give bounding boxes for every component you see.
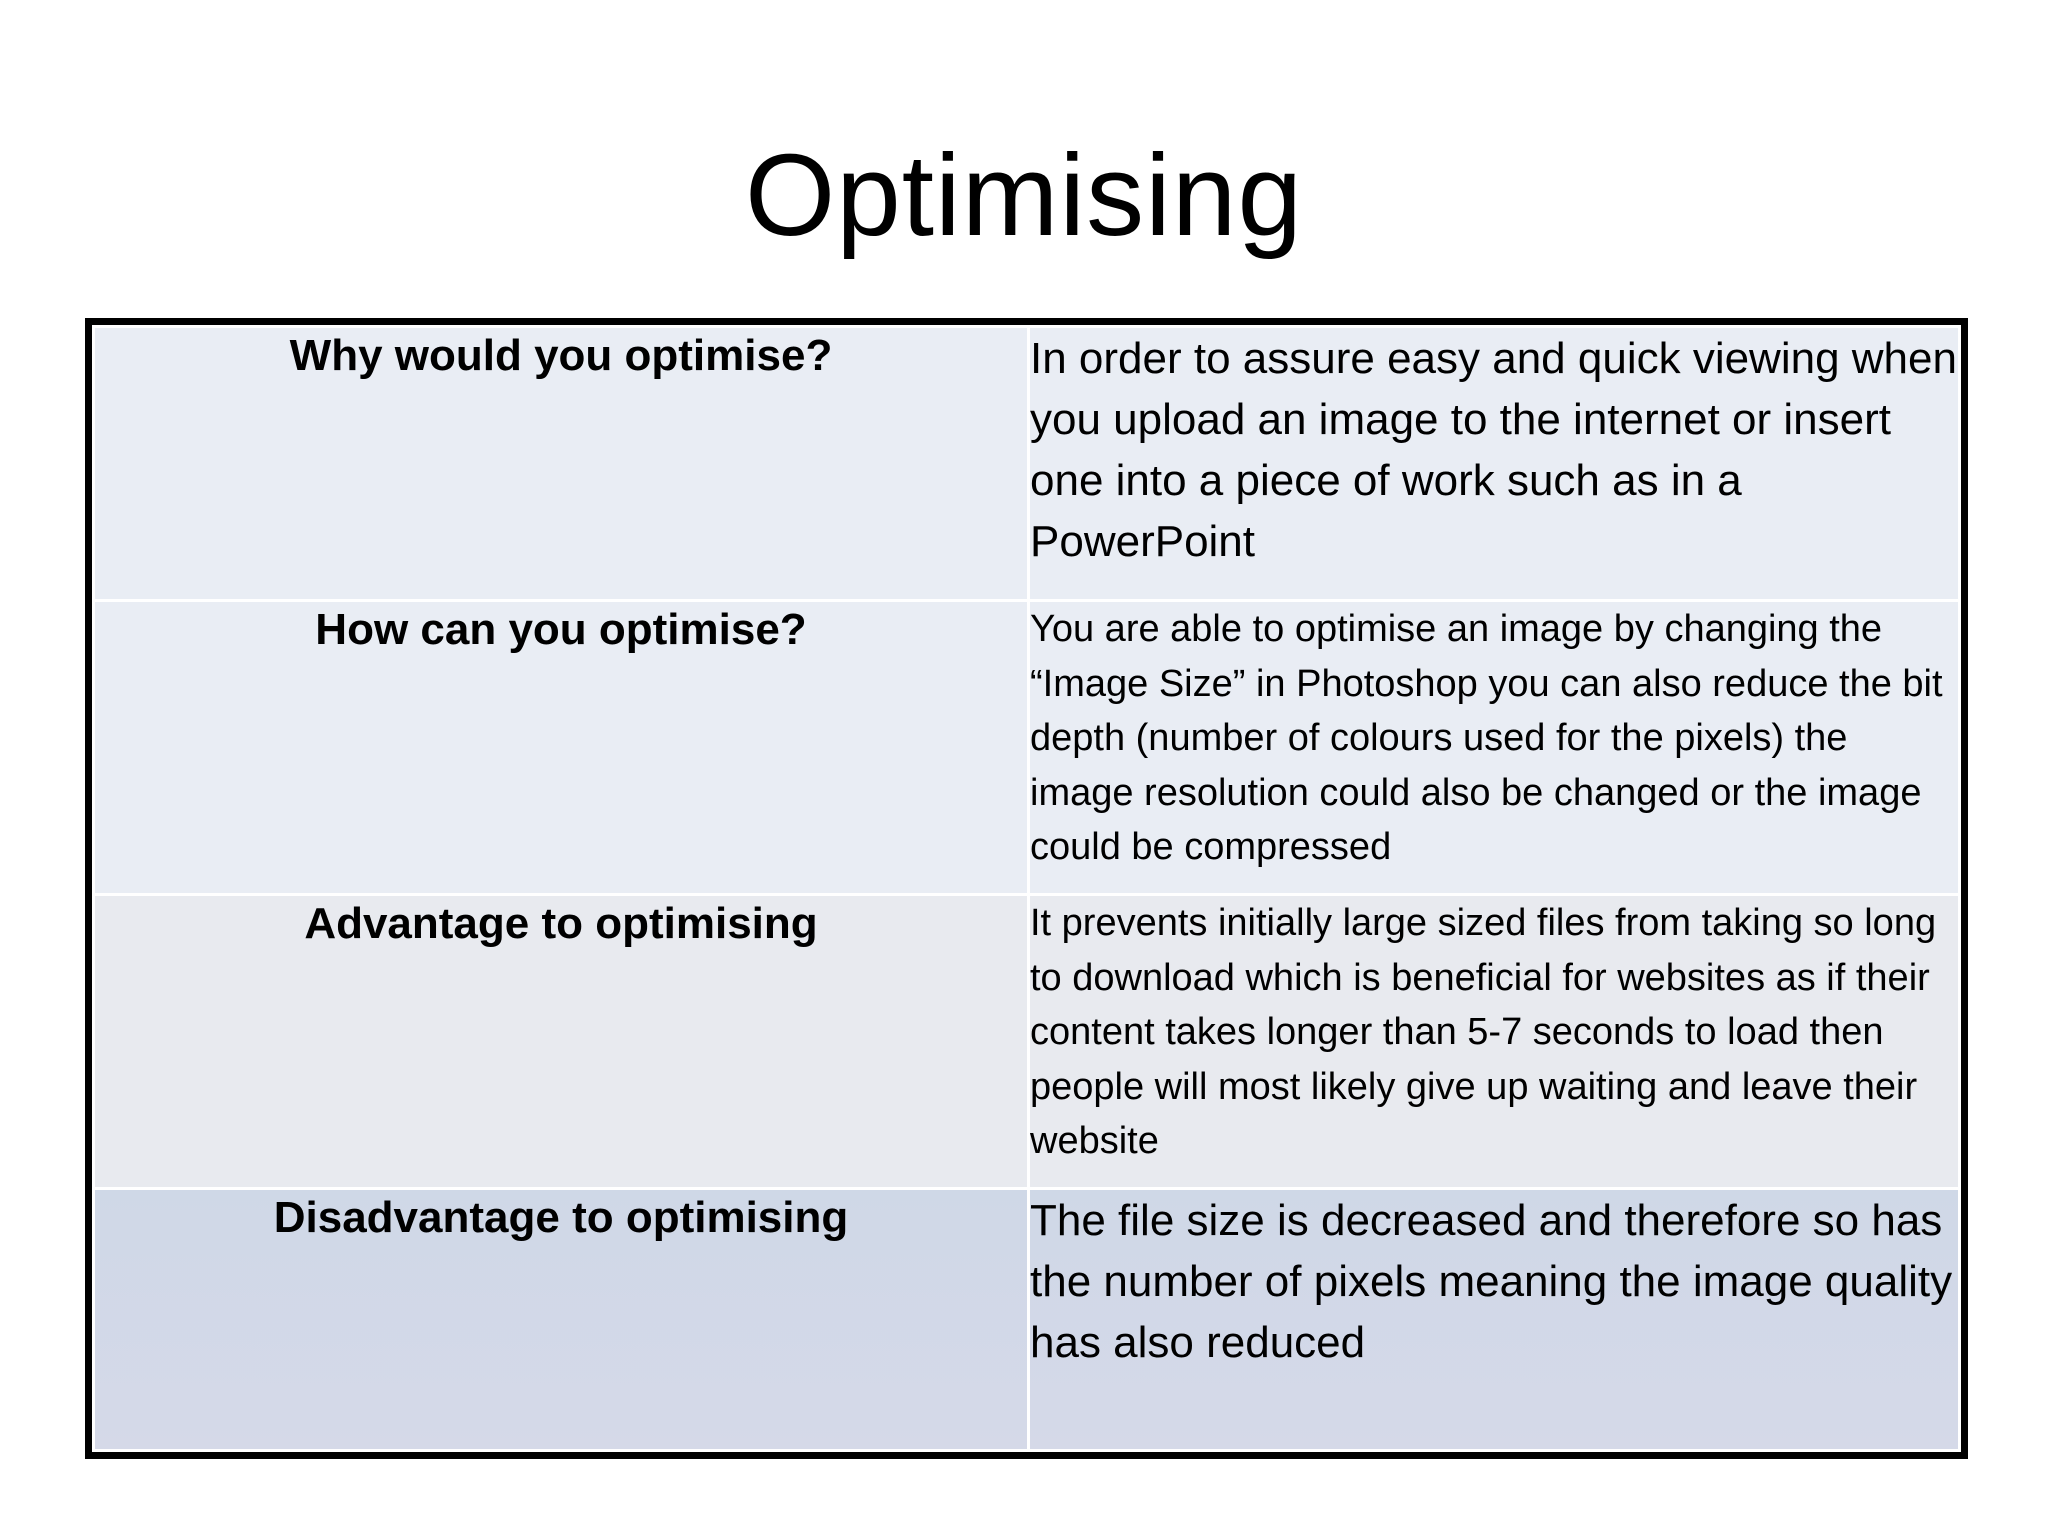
answer-cell-why: In order to assure easy and quick viewing when you upload an image to the internet or insert one into a piece of work such as in a PowerPoint [1029,327,1960,601]
slide-title: Optimising [745,130,1303,260]
question-cell-disadvantage: Disadvantage to optimising [94,1189,1029,1451]
question-cell-advantage: Advantage to optimising [94,895,1029,1189]
question-cell-why: Why would you optimise? [94,327,1029,601]
answer-cell-advantage: It prevents initially large sized files from taking so long to download which is beneficial for websites as if their content takes longer than 5-7 seconds to load then people will most likely give up waiting and leave their website [1029,895,1960,1189]
table-row-why [94,327,1960,601]
table-row-advantage [94,895,1960,1189]
table-row-disadvantage [94,1189,1960,1451]
optimising-table [92,325,1961,1452]
answer-cell-how: You are able to optimise an image by changing the “Image Size” in Photoshop you can also reduce the bit depth (number of colours used for the pixels) the image resolution could also be changed or the image could be compressed [1029,601,1960,895]
answer-cell-disadvantage: The file size is decreased and therefore so has the number of pixels meaning the image quality has also reduced [1029,1189,1960,1451]
question-cell-how: How can you optimise? [94,601,1029,895]
optimising-table-frame [85,318,1968,1459]
table-row-how [94,601,1960,895]
